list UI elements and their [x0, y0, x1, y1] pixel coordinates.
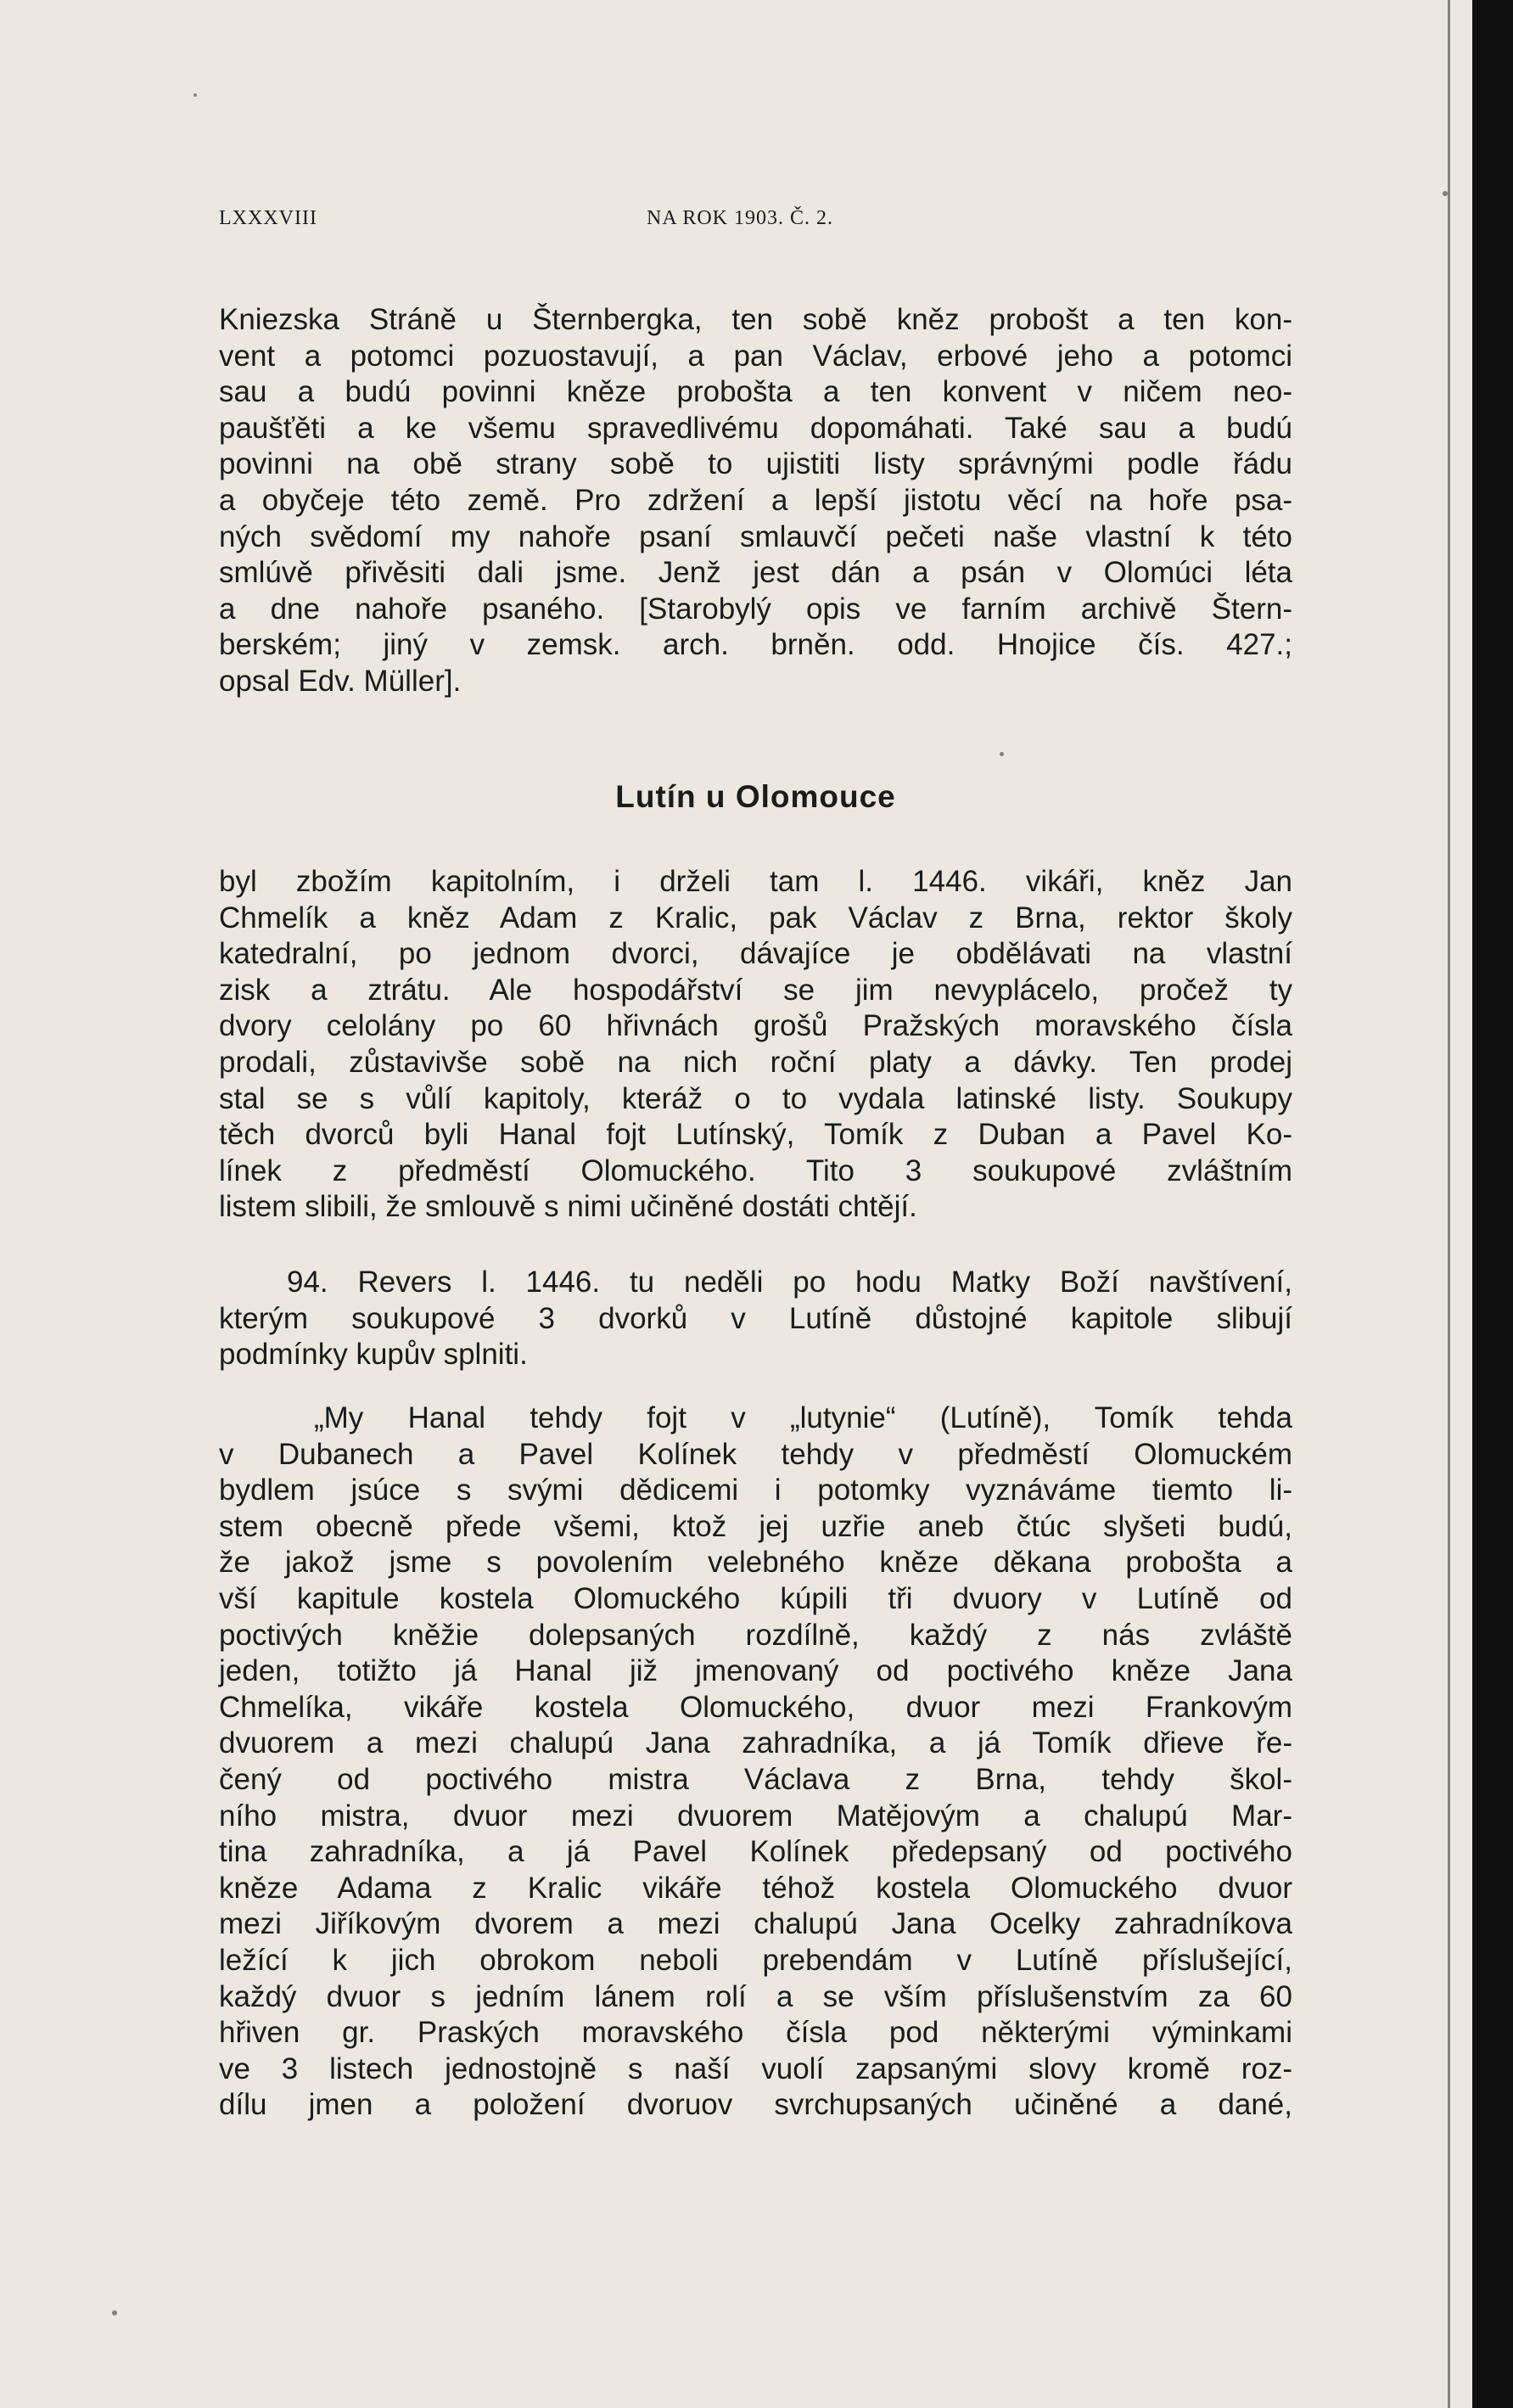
text-line: dílu jmen a položení dvoruov svrchupsaných učiněné a dané, [219, 2088, 1292, 2122]
paragraph-1 [219, 302, 1292, 700]
text-line: ných svědomí my nahoře psaní smlauvčí pečeti naše vlastní k této [219, 519, 1292, 553]
section-heading: Lutín u Olomouce [615, 779, 896, 814]
text-line: vší kapitule kostela Olomuckého kúpili tři dvuory v Lutíně od [219, 1581, 1292, 1615]
text-line: povinni na obě strany sobě to ujistiti listy správnými podle řádu [219, 447, 1292, 481]
running-header [219, 207, 1297, 241]
text-line: podmínky kupův splniti. [219, 1338, 528, 1372]
text-line: opsal Edv. Müller]. [219, 664, 462, 698]
paragraph-2 [219, 864, 1292, 1226]
text-line: a dne nahoře psaného. [Starobylý opis ve farním archivě Štern- [219, 592, 1292, 626]
text-line: dvory celolány po 60 hřivnách grošů Pražských moravského čísla [219, 1009, 1292, 1043]
text-line: línek z předměstí Olomuckého. Tito 3 soukupové zvláštním [219, 1153, 1292, 1187]
text-line: kterým soukupové 3 dvorků v Lutíně důstojné kapitole slibují [219, 1301, 1292, 1335]
text-line: bydlem jsúce s svými dědicemi i potomky vyznáváme tiemto li- [219, 1473, 1292, 1507]
text-line: dvuorem a mezi chalupú Jana zahradníka, a já Tomík dřieve ře- [219, 1726, 1292, 1760]
text-line: sau a budú povinni kněze probošta a ten konvent v ničem neo- [219, 375, 1292, 409]
text-line: zisk a ztrátu. Ale hospodářství se jim nevyplácelo, pročež ty [219, 973, 1292, 1007]
text-line: listem slibili, že smlouvě s nimi učiněné dostáti chtějí. [219, 1190, 917, 1224]
text-line: že jakož jsme s povolením velebného kněze děkana probošta a [219, 1546, 1292, 1580]
text-line: byl zbožím kapitolním, i drželi tam l. 1446. vikáři, kněz Jan [219, 865, 1292, 898]
scan-border [1472, 0, 1513, 2408]
text-line: smlúvě přivěsiti dali jsme. Jenž jest dán a psán v Olomúci léta [219, 556, 1292, 590]
text-line: kněze Adama z Kralic vikáře téhož kostela Olomuckého dvuor [219, 1871, 1292, 1905]
scan-edge-line [1448, 0, 1450, 2408]
text-line: stem obecně přede všemi, ktož jej uzřie aneb čtúc slyšeti budú, [219, 1509, 1292, 1543]
text-line: stal se s vůlí kapitoly, kteráž o to vydala latinské listy. Soukupy [219, 1081, 1292, 1115]
text-line: Chmelík a kněz Adam z Kralic, pak Václav z Brna, rektor školy [219, 901, 1292, 935]
paragraph-3-regest [219, 1265, 1292, 1373]
scan-speck [112, 2310, 117, 2315]
text-line: každý dvuor s jedním lánem rolí a se vším příslušenstvím za 60 [219, 1979, 1292, 2013]
text-line: ve 3 listech jednostojně s naší vuolí zapsanými slovy kromě roz- [219, 2052, 1292, 2085]
text-line: katedralní, po jednom dvorci, dávajíce je obdělávati na vlastní [219, 937, 1292, 971]
text-line: 94. Revers l. 1446. tu neděli po hodu Matky Boží navštívení, [287, 1266, 1292, 1299]
text-line: ležící k jich obrokom neboli prebendám v Lutíně příslušející, [219, 1943, 1292, 1977]
text-line: jeden, totižto já Hanal již jmenovaný od poctivého kněze Jana [219, 1654, 1292, 1688]
text-line: vent a potomci pozuostavují, a pan Václav, erbové jeho a potomci [219, 339, 1292, 373]
text-line: berském; jiný v zemsk. arch. brněn. odd. Hnojice čís. 427.; [219, 628, 1292, 662]
text-line: „My Hanal tehdy fojt v „lutynie“ (Lutíně), Tomík tehda [314, 1401, 1292, 1434]
text-line: ního mistra, dvuor mezi dvuorem Matějovým a chalupú Mar- [219, 1799, 1292, 1833]
text-line: těch dvorců byli Hanal fojt Lutínský, Tomík z Duban a Pavel Ko- [219, 1118, 1292, 1152]
text-line: čený od poctivého mistra Václava z Brna, tehdy škol- [219, 1762, 1292, 1796]
text-line: a obyčeje této země. Pro zdržení a lepší jistotu věcí na hoře psa- [219, 483, 1292, 517]
text-line: Kniezska Stráně u Šternbergka, ten sobě kněz probošt a ten kon- [219, 303, 1292, 336]
text-line: v Dubanech a Pavel Kolínek tehdy v předměstí Olomuckém [219, 1437, 1292, 1471]
text-line: prodali, zůstavivše sobě na nich roční platy a dávky. Ten prodej [219, 1045, 1292, 1079]
page-folio: LXXXVIII [219, 207, 317, 229]
scan-speck [1443, 191, 1448, 196]
scan-speck [1000, 752, 1004, 756]
scan-speck [193, 93, 197, 97]
paragraph-4-charter [219, 1400, 1292, 2124]
text-line: hřiven gr. Praských moravského čísla pod některými výminkami [219, 2016, 1292, 2050]
text-line: tina zahradníka, a já Pavel Kolínek předepsaný od poctivého [219, 1835, 1292, 1869]
header-title: NA ROK 1903. Č. 2. [647, 207, 834, 229]
text-line: poctivých kněžie dolepsaných rozdílně, každý z nás zvláště [219, 1618, 1292, 1652]
text-line: paušťěti a ke všemu spravedlivému dopomáhati. Také sau a budú [219, 411, 1292, 445]
text-line: mezi Jiříkovým dvorem a mezi chalupú Jana Ocelky zahradníkova [219, 1907, 1292, 1941]
text-line: Chmelíka, vikáře kostela Olomuckého, dvuor mezi Frankovým [219, 1690, 1292, 1724]
